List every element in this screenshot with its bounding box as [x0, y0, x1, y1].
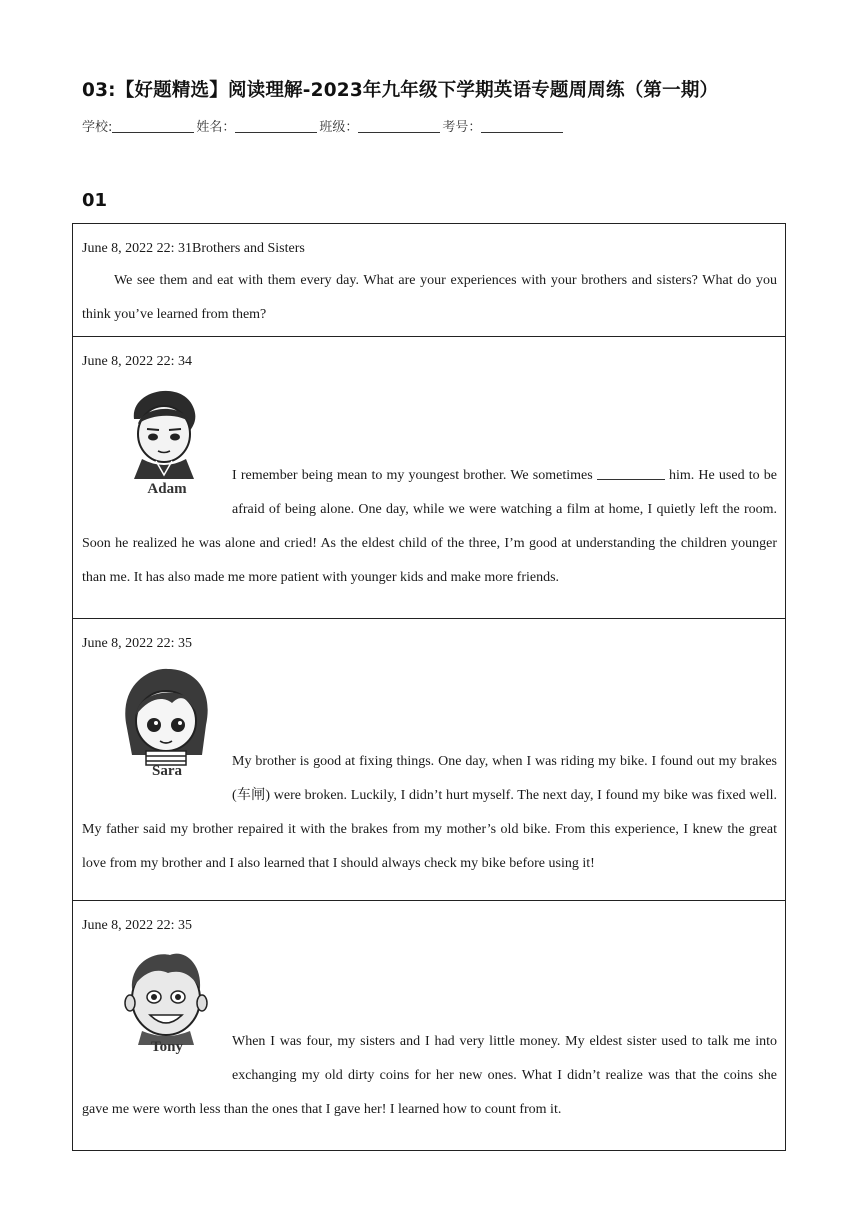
name-blank[interactable]	[235, 119, 317, 133]
avatar-name: Adam	[147, 481, 187, 497]
adam-avatar	[112, 379, 232, 503]
post-text-part-1: I remember being mean to my youngest brother. We sometimes	[232, 468, 597, 483]
school-blank[interactable]	[112, 119, 194, 133]
post-text: My brother is good at fixing things. One day, when I was riding my bike. I found out my brakes (车闸) were broken. Luckily, I didn’t hurt myself. The next day, I found my bike was fixed well. My father said my brother repaired it with the brakes from my mother’s old bike. From this experience, I knew the great love from my brother and I also learned that I should always check my bike before using it!	[82, 754, 777, 871]
name-label: 姓名：	[196, 120, 236, 135]
topic-post	[73, 224, 785, 337]
exam-number-blank[interactable]	[481, 119, 563, 133]
boy-smiling-face-icon	[112, 945, 222, 1045]
post-tony	[73, 901, 785, 1150]
post-text: When I was four, my sisters and I had very little money. My eldest sister used to talk me into exchanging my old dirty coins for her new ones. What I didn’t realize was that the coins she gave me were worth less than the ones that I gave her! I learned how to count from it.	[82, 1034, 777, 1117]
post-text-part-2: him. He used to be afraid of being alone. One day, while we were watching a film at home, I quietly left the room. Soon he realized he was alone and cried! As the eldest child of the three, I’m good at understanding the children younger than me. It has also made me more patient with younger kids and make more friends.	[82, 468, 777, 585]
post-timestamp: June 8, 2022 22: 34	[82, 354, 193, 369]
post-sara	[73, 619, 785, 901]
tony-avatar	[112, 945, 232, 1069]
girl-face-icon	[112, 663, 222, 767]
post-timestamp: June 8, 2022 22: 35	[82, 636, 193, 651]
class-label: 班级：	[319, 120, 359, 135]
boy-face-icon	[112, 379, 222, 479]
class-blank[interactable]	[358, 119, 440, 133]
sara-avatar	[112, 663, 232, 787]
topic-text: We see them and eat with them every day. What are your experiences with your brothers and sisters? What do you think you’ve learned from them?	[82, 273, 777, 322]
section-number: 01	[82, 190, 108, 211]
avatar-name: Tony	[151, 1039, 183, 1055]
post-timestamp: June 8, 2022 22: 31Brothers and Sisters	[82, 241, 305, 256]
post-timestamp: June 8, 2022 22: 35	[82, 918, 193, 933]
answer-blank[interactable]	[597, 467, 665, 480]
avatar-name: Sara	[152, 763, 182, 779]
post-adam	[73, 337, 785, 619]
student-info-fields	[82, 116, 565, 135]
school-label: 学校:	[82, 120, 113, 135]
exam-number-label: 考号：	[442, 120, 482, 135]
forum-table	[72, 223, 786, 1151]
page-title: 03:【好题精选】阅读理解-2023年九年级下学期英语专题周周练（第一期）	[82, 80, 719, 101]
